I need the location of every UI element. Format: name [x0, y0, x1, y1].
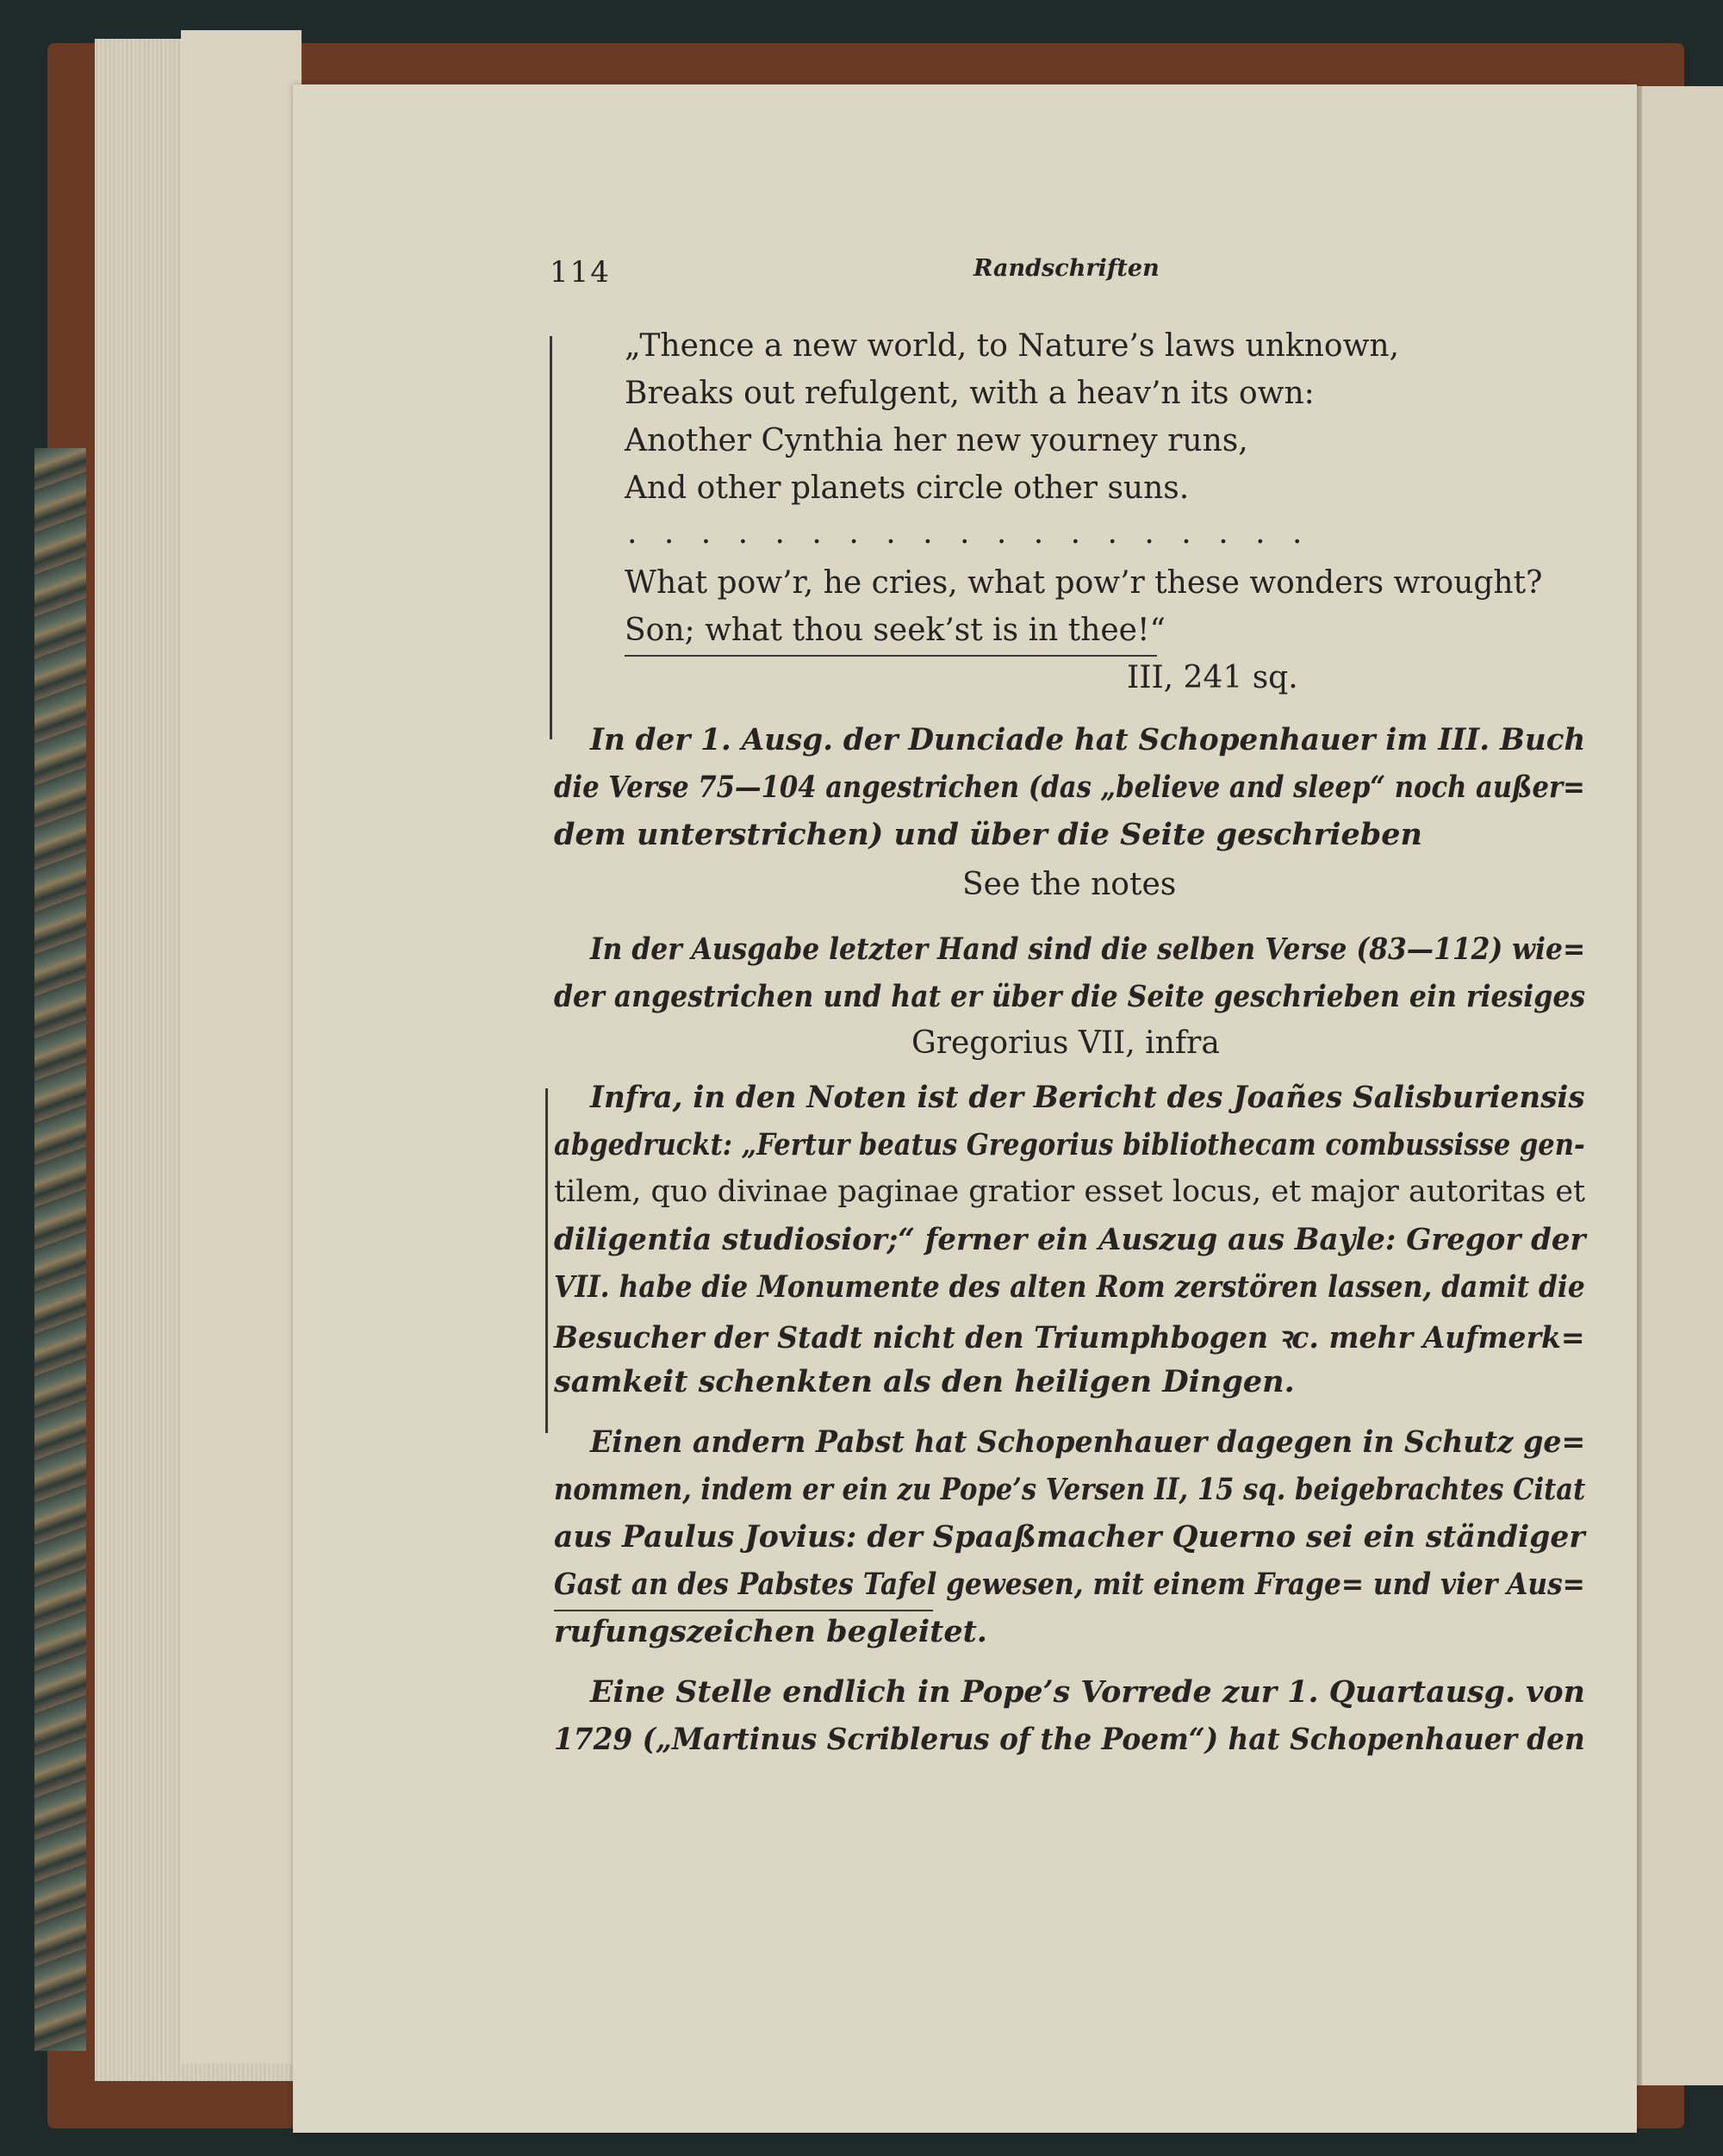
paragraph-line: aus Paulus Jovius: der Spaaßmacher Querno sei ein ständiger — [554, 1519, 1585, 1555]
left-page-leaf — [181, 30, 302, 2064]
paragraph-line: samkeit schenkten als den heiligen Dingen. — [554, 1364, 1295, 1399]
running-head: Randschriften — [973, 255, 1160, 282]
paragraph-line: tilem, quo divinae paginae gratior esset locus, et major autoritas et — [554, 1175, 1586, 1209]
paragraph-line: In der Ausgabe letzter Hand sind die selben Verse (83—112) wie= — [590, 932, 1586, 967]
verse-ellipsis: . . . . . . . . . . . . . . . . . . . — [627, 515, 1311, 551]
page-number: 114 — [550, 255, 611, 290]
underline-tafel — [554, 1610, 933, 1611]
paragraph-line: 1729 („Martinus Scriblerus of the Poem“) hat Schopenhauer den — [554, 1722, 1585, 1757]
paragraph-line: Besucher der Stadt nicht den Triumphbogen ꝛc. mehr Aufmerk= — [554, 1320, 1585, 1355]
paragraph-line: dem unterstrichen) und über die Seite geschrieben — [554, 817, 1422, 852]
paragraph-line: Einen andern Pabst hat Schopenhauer dagegen in Schutz ge= — [590, 1424, 1586, 1460]
verse-line: Son; what thou seek’st is in thee!“ — [625, 613, 1166, 648]
handwritten-note: See the notes — [962, 867, 1177, 902]
underline-verse — [625, 655, 1157, 657]
verse-citation: III, 241 sq. — [1127, 660, 1298, 695]
paragraph-line: VII. habe die Monumente des alten Rom zerstören lassen, damit die — [554, 1269, 1585, 1305]
verse-line: Another Cynthia her new yourney runs, — [625, 423, 1248, 458]
paragraph-line: die Verse 75—104 angestrichen (das „believe and sleep“ noch außer= — [554, 770, 1585, 805]
paragraph-line: In der 1. Ausg. der Dunciade hat Schopenhauer im III. Buch — [590, 722, 1586, 757]
paragraph-line: rufungszeichen begleitet. — [554, 1614, 987, 1649]
handwritten-note: Gregorius VII, infra — [911, 1025, 1220, 1061]
verse-line: „Thence a new world, to Nature’s laws unknown, — [625, 328, 1400, 364]
margin-mark-verse — [550, 336, 552, 739]
paragraph-line: Infra, in den Noten ist der Bericht des Joañes Salisburiensis — [590, 1080, 1585, 1115]
paragraph-line: diligentia studiosior;“ ferner ein Auszug aus Bayle: Gregor der — [554, 1222, 1586, 1257]
paragraph-line: Eine Stelle endlich in Pope’s Vorrede zur 1. Quartausg. von — [590, 1674, 1585, 1710]
paragraph-line: abgedruckt: „Fertur beatus Gregorius bibliothecam combussisse gen- — [554, 1127, 1585, 1162]
book-page — [293, 84, 1637, 2133]
verse-line: What pow’r, he cries, what pow’r these wonders wrought? — [625, 565, 1543, 601]
paragraph-line: Gast an des Pabstes Tafel gewesen, mit einem Frage= und vier Aus= — [554, 1567, 1585, 1602]
verse-line: And other planets circle other suns. — [625, 470, 1190, 506]
paragraph-line: der angestrichen und hat er über die Seite geschrieben ein riesiges — [554, 979, 1586, 1014]
marbled-spine — [34, 448, 86, 2051]
margin-mark-paragraph — [545, 1088, 548, 1433]
verse-line: Breaks out refulgent, with a heav’n its own: — [625, 376, 1315, 411]
right-page-leaf — [1637, 86, 1723, 2085]
paragraph-line: nommen, indem er ein zu Pope’s Versen II, 15 sq. beigebrachtes Citat — [554, 1472, 1586, 1507]
